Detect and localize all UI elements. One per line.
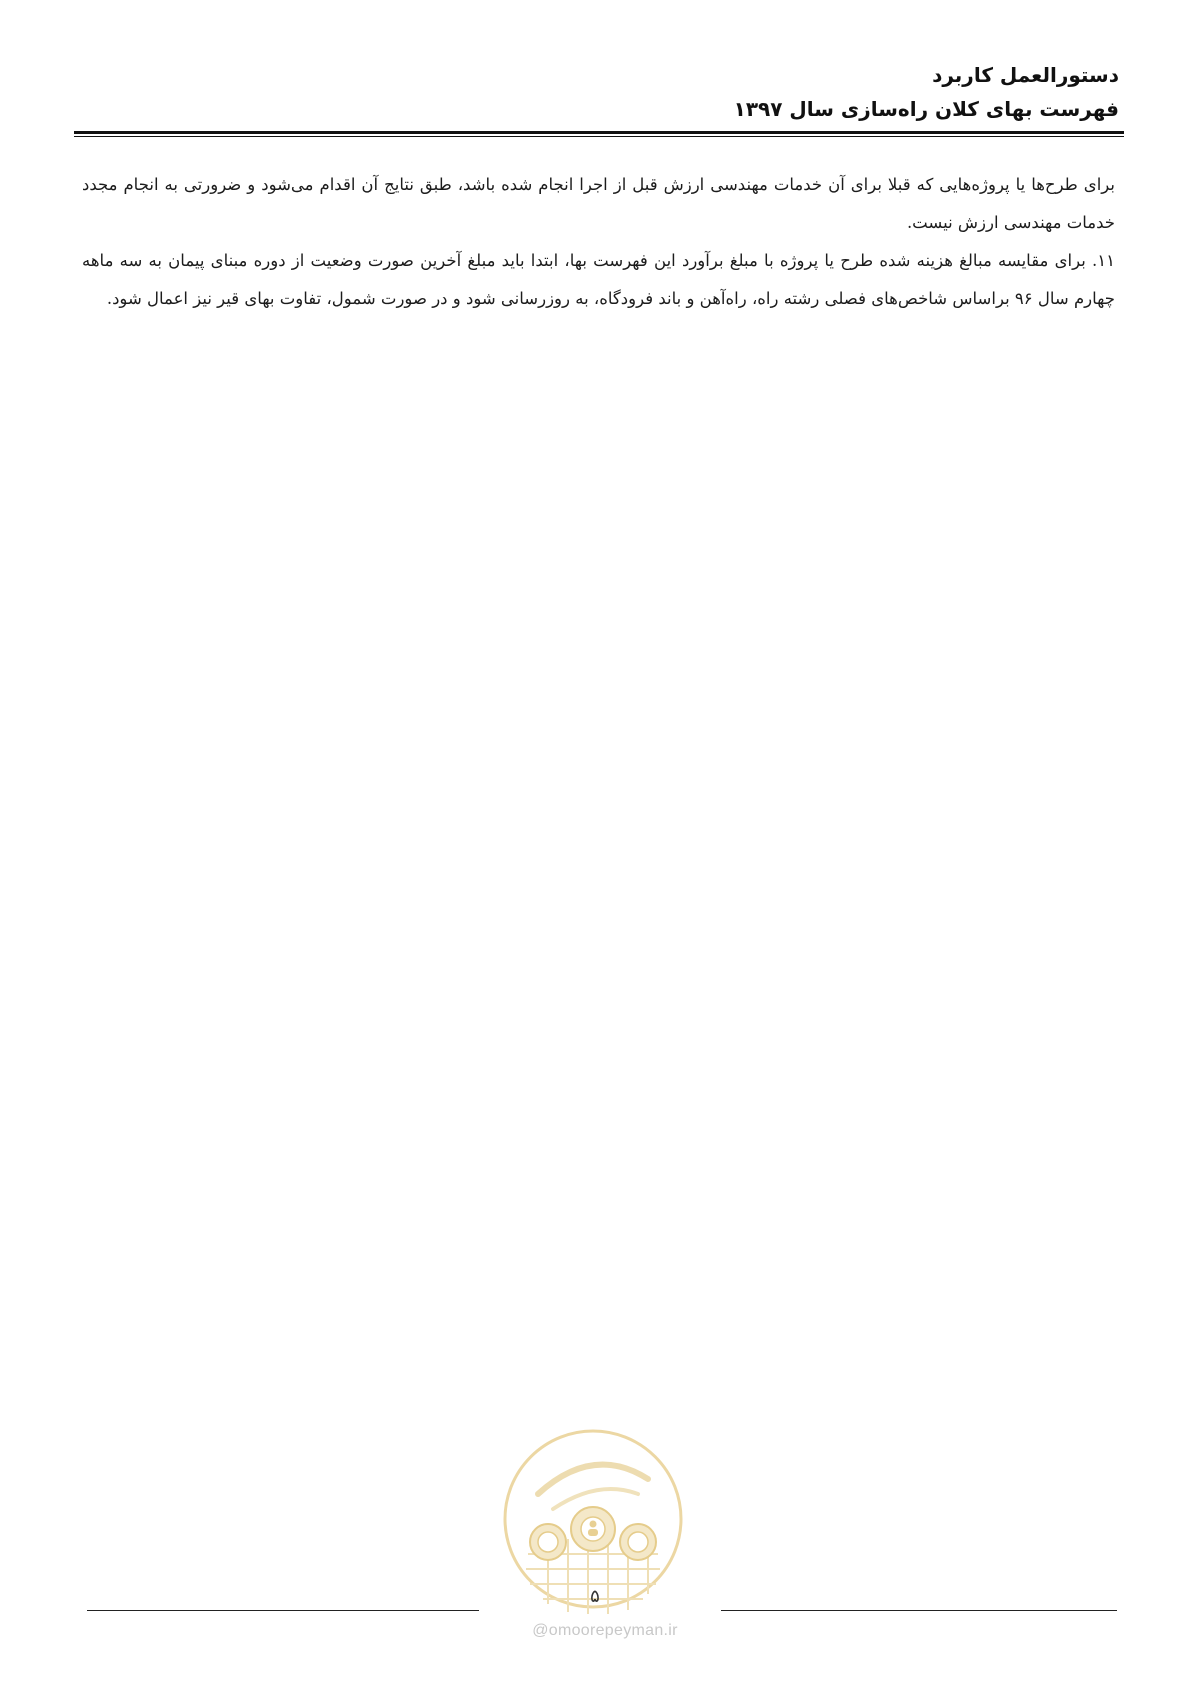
document-subtitle: فهرست بهای کلان راه‌سازی سال ۱۳۹۷ xyxy=(733,97,1119,121)
header-divider-thin xyxy=(74,136,1124,137)
body-text xyxy=(82,166,1115,318)
page-header xyxy=(79,58,1119,126)
site-url-watermark: @omoorepeyman.ir xyxy=(532,1622,678,1639)
page-number: ۵ xyxy=(590,1586,600,1607)
header-divider-thick xyxy=(74,131,1124,134)
document-title: دستورالعمل کاربرد xyxy=(932,63,1119,87)
footer-divider-right xyxy=(721,1610,1117,1611)
footer-divider-left xyxy=(87,1610,479,1611)
paragraph: برای طرح‌ها یا پروژه‌هایی که قبلا برای آن خدمات مهندسی ارزش قبل از اجرا انجام شده باشد، طبق نتایج آن اقدام می‌شود و ضرورتی به انجام مجدد خدمات مهندسی ارزش نیست. xyxy=(82,175,1115,232)
paragraph-item-11: ۱۱. برای مقایسه مبالغ هزینه شده طرح یا پروژه با مبلغ برآورد این فهرست بها، ابتدا باید مبلغ آخرین صورت وضعیت از دوره مبنای پیمان به سه ماهه چهارم سال ۹۶ براساس شاخص‌های فصلی رشته راه، راه‌آهن و باند فرودگاه، به روزرسانی شود و در صورت شمول، تفاوت بهای قیر نیز اعمال شود. xyxy=(82,251,1115,308)
